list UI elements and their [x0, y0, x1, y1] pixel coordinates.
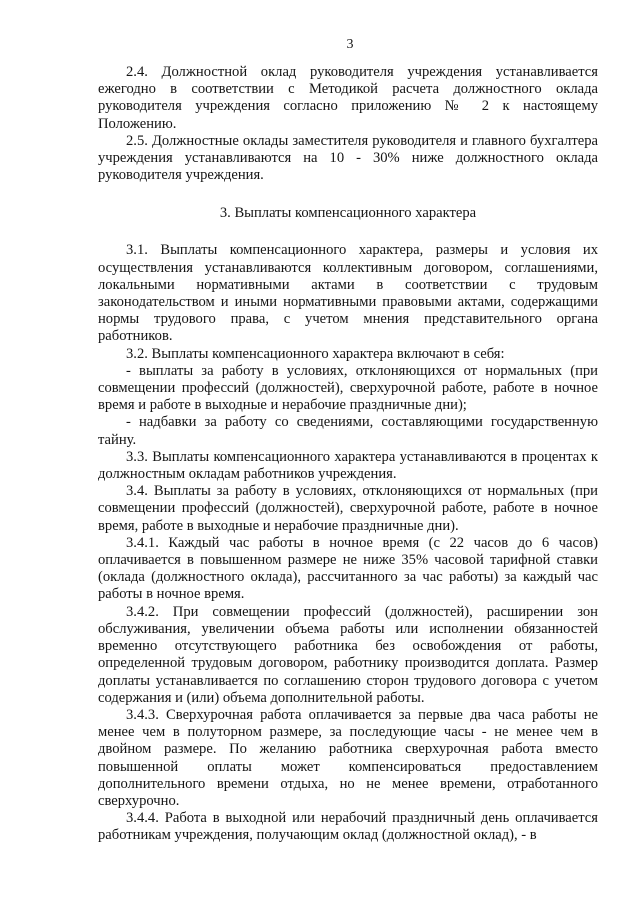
paragraph-3-4-2: 3.4.2. При совмещении профессий (должностей), расширении зон обслуживания, увеличении объема работы или исполнении обязанностей временно отсутствующего работника без освобождения от работы, определенной трудовым договором, работнику производится доплата. Размер доплаты устанавливается по соглашению сторон трудового договора с учетом содержания и (или) объема дополнительной работы. — [98, 603, 598, 706]
paragraph-2-5: 2.5. Должностные оклады заместителя руководителя и главного бухгалтера учреждения устанавливаются на 10 - 30% ниже должностного оклада руководителя учреждения. — [98, 132, 598, 184]
paragraph-2-4: 2.4. Должностной оклад руководителя учреждения устанавливается ежегодно в соответствии с Методикой расчета должностного оклада руководителя учреждения согласно приложению № 2 к настоящему Положению. — [98, 64, 598, 132]
list-item-overtime-conditions: - выплаты за работу в условиях, отклоняющихся от нормальных (при совмещении профессий (должностей), сверхурочной работе, работе в ночное время и работе в выходные и нерабочие праздничные дни); — [98, 362, 598, 414]
paragraph-3-4-4: 3.4.4. Работа в выходной или нерабочий праздничный день оплачивается работникам учреждения, получающим оклад (должностной оклад), - в — [98, 810, 598, 844]
section-title: 3. Выплаты компенсационного характера — [219, 205, 477, 222]
list-item-state-secret-allowance: - надбавки за работу со сведениями, составляющими государственную тайну. — [98, 414, 598, 448]
paragraph-3-3: 3.3. Выплаты компенсационного характера устанавливаются в процентах к должностным окладам работников учреждения. — [98, 448, 598, 483]
paragraph-3-1: 3.1. Выплаты компенсационного характера, размеры и условия их осуществления устанавливаются коллективным договором, соглашениями, локальными нормативными актами в соответствии с трудовым законодательством и иными нормативными правовыми актами, содержащими нормы трудового права, с учетом мнения представительного органа работников. — [98, 242, 598, 345]
paragraph-3-4-1: 3.4.1. Каждый час работы в ночное время (с 22 часов до 6 часов) оплачивается в повышенном размере не ниже 35% часовой тарифной ставки (оклада (должностного оклада), рассчитанного за час работы) за каждый час работы в ночное время. — [98, 534, 598, 603]
paragraph-3-4: 3.4. Выплаты за работу в условиях, отклоняющихся от нормальных (при совмещении профессий (должностей), сверхурочной работе, работе в ночное время, работе в выходные и нерабочие праздничные дни). — [98, 483, 598, 534]
page-number: 3 — [346, 37, 354, 52]
paragraph-3-2: 3.2. Выплаты компенсационного характера включают в себя: — [126, 345, 505, 362]
paragraph-3-4-3: 3.4.3. Сверхурочная работа оплачивается за первые два часа работы не менее чем в полуторном размере, за последующие часы - не менее чем в двойном размере. По желанию работника сверхурочная работа вместо повышенной оплаты может компенсироваться предоставлением дополнительного времени отдыха, но не менее времени, отработанного сверхурочно. — [98, 706, 598, 809]
